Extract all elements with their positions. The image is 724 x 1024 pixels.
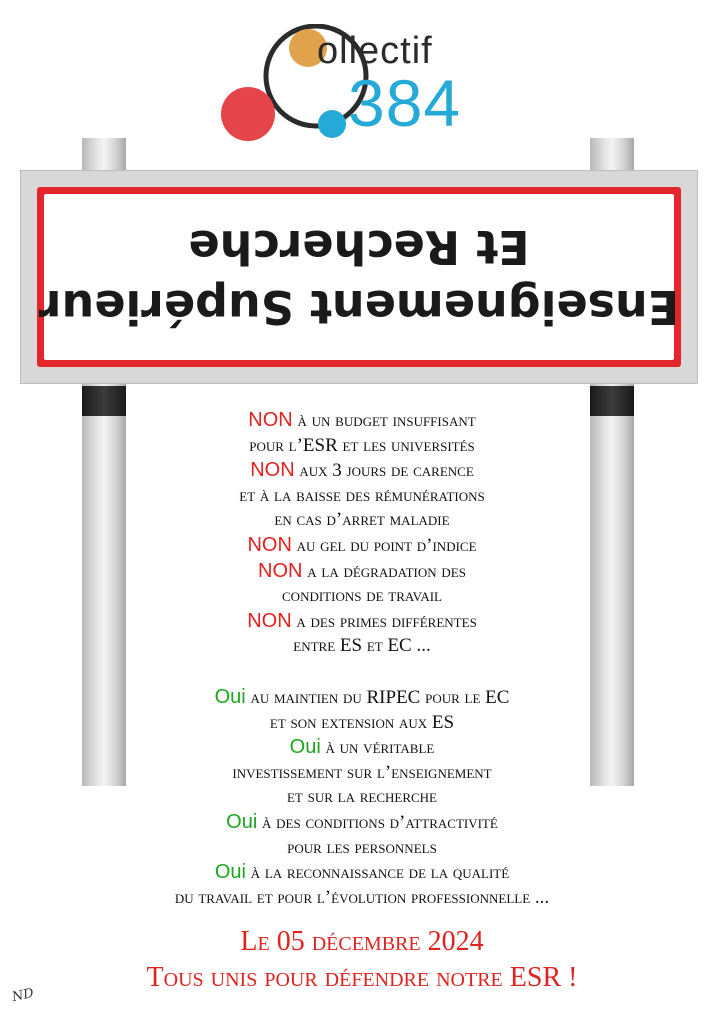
demand-line: pour les personnels — [287, 836, 437, 858]
section-spacer — [70, 659, 654, 685]
footer-call — [0, 924, 724, 996]
logo-red-dot — [221, 87, 275, 141]
demand-line — [70, 559, 654, 585]
sign-line-enseignement: Enseignement Supérieur — [38, 280, 680, 334]
non-keyword: NON — [247, 533, 292, 556]
sign-red-border — [37, 187, 681, 367]
footer-date: Le 05 décembre 2024 — [240, 926, 484, 957]
demand-line: du travail et pour l’évolution professionnelle ... — [174, 886, 550, 908]
demand-line — [70, 810, 654, 836]
demand-line — [70, 860, 654, 886]
demand-line — [70, 533, 654, 559]
non-keyword: NON — [247, 609, 292, 632]
demand-text: aux 3 jours de carence — [299, 460, 474, 482]
demand-line — [70, 735, 654, 761]
logo-number: 384 — [348, 66, 462, 140]
oui-keyword: Oui — [226, 810, 258, 833]
demand-line — [70, 408, 654, 434]
demand-line — [70, 458, 654, 484]
oui-keyword: Oui — [214, 861, 246, 884]
demand-line: conditions de travail — [282, 585, 442, 607]
demand-text: au maintien du RIPEC pour le EC — [250, 686, 510, 708]
sign-line-recherche: Et Recherche — [188, 220, 530, 274]
demand-line: entre ES et EC ... — [293, 635, 431, 657]
demand-text: à des conditions d’attractivité — [262, 811, 498, 833]
demand-text: a des primes différentes — [296, 610, 477, 632]
non-keyword: NON — [258, 559, 303, 582]
demand-line — [70, 685, 654, 711]
sign-panel — [38, 194, 680, 360]
author-signature: ND — [10, 985, 36, 1006]
demand-text: à un véritable — [325, 737, 435, 759]
demand-text: au gel du point d’indice — [296, 534, 477, 556]
demand-text: à la reconnaissance de la qualité — [250, 862, 510, 884]
logo-word-collectif: ollectif — [317, 30, 433, 72]
demand-text: à un budget insuffisant — [297, 410, 476, 431]
demand-line: et sur la recherche — [286, 786, 438, 808]
oui-keyword: Oui — [214, 685, 246, 708]
demand-line: et à la baisse des rémunérations — [239, 484, 485, 506]
sign-text-rotated — [38, 194, 680, 360]
demand-line: investissement sur l’enseignement — [232, 761, 492, 783]
logo-blue-dot — [318, 110, 346, 138]
non-keyword: NON — [248, 409, 293, 431]
demand-line: et son extension aux ES — [269, 711, 455, 733]
demand-line: en cas d’arret maladie — [274, 509, 450, 531]
demand-line: pour l’ESR et les universités — [249, 434, 475, 456]
road-sign — [20, 170, 698, 384]
demand-line — [70, 609, 654, 635]
non-keyword: NON — [250, 459, 295, 482]
demands-text — [70, 408, 654, 910]
demand-text: a la dégradation des — [307, 560, 466, 582]
footer-slogan: Tous unis pour défendre notre ESR ! — [146, 962, 578, 993]
oui-keyword: Oui — [289, 736, 321, 759]
